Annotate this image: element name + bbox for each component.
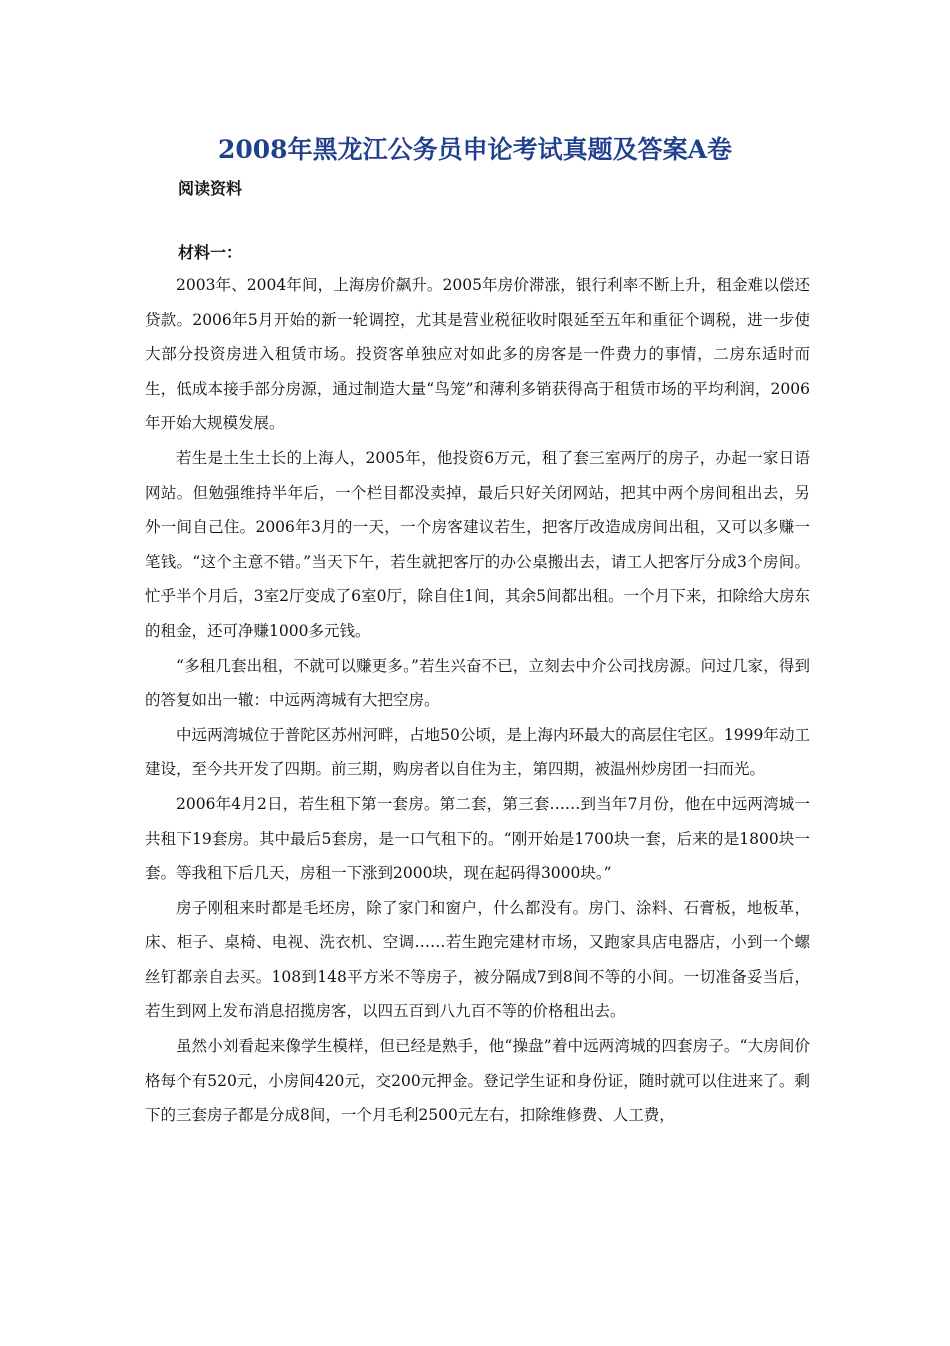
paragraph: 中远两湾城位于普陀区苏州河畔，占地50公顷，是上海内环最大的高层住宅区。1999年动工建设，至今共开发了四期。前三期，购房者以自住为主，第四期，被温州炒房团一扫而光。 bbox=[145, 725, 810, 779]
paragraph: 若生是土生土长的上海人，2005年，他投资6万元，租了套三室两厅的房子，办起一家日语网站。但勉强维持半年后，一个栏目都没卖掉，最后只好关闭网站，把其中两个房间租出去，另外一间自己住。2006年3月的一天，一个房客建议若生，把客厅改造成房间出租，又可以多赚一笔钱。“这个主意不错。”当天下午，若生就把客厅的办公桌搬出去，请工人把客厅分成3个房间。忙乎半个月后，3室2厅变成了6室0厅，除自住1间，其余5间都出租。一个月下来，扣除给大房东的租金，还可净赚1000多元钱。 bbox=[145, 448, 810, 640]
section-label: 阅读资料 bbox=[178, 179, 243, 198]
paragraph: 房子刚租来时都是毛坯房，除了家门和窗户，什么都没有。房门、涂料、石膏板，地板革，床、柜子、桌椅、电视、洗衣机、空调……若生跑完建材市场，又跑家具店电器店，小到一个螺丝钉都亲自去买。108到148平方米不等房子，被分隔成7到8间不等的小间。一切准备妥当后，若生到网上发布消息招揽房客，以四五百到八九百不等的价格租出去。 bbox=[145, 898, 810, 1021]
paragraph: 2003年、2004年间，上海房价飙升。2005年房价滞涨，银行利率不断上升，租金难以偿还贷款。2006年5月开始的新一轮调控，尤其是营业税征收时限延至五年和重征个调税，进一步使大部分投资房进入租赁市场。投资客单独应对如此多的房客是一件费力的事情，二房东适时而生，低成本接手部分房源，通过制造大量“鸟笼”和薄利多销获得高于租赁市场的平均利润，2006年开始大规模发展。 bbox=[145, 276, 810, 433]
document-title: 2008年黑龙江公务员申论考试真题及答案A卷 bbox=[218, 135, 732, 164]
body-text bbox=[145, 268, 810, 1133]
paragraph: 2006年4月2日，若生租下第一套房。第二套，第三套……到当年7月份，他在中远两湾城一共租下19套房。其中最后5套房，是一口气租下的。“刚开始是1700块一套，后来的是1800块一套。等我租下后几天，房租一下涨到2000块，现在起码得3000块。” bbox=[145, 794, 810, 883]
paragraph: “多租几套出租，不就可以赚更多。”若生兴奋不已，立刻去中介公司找房源。问过几家，得到的答复如出一辙：中远两湾城有大把空房。 bbox=[145, 656, 810, 710]
paragraph: 虽然小刘看起来像学生模样，但已经是熟手，他“操盘”着中远两湾城的四套房子。“大房间价格每个有520元，小房间420元，交200元押金。登记学生证和身份证，随时就可以住进来了。剩下的三套房子都是分成8间，一个月毛利2500元左右，扣除维修费、人工费， bbox=[145, 1037, 810, 1125]
material-label: 材料一： bbox=[178, 243, 243, 262]
